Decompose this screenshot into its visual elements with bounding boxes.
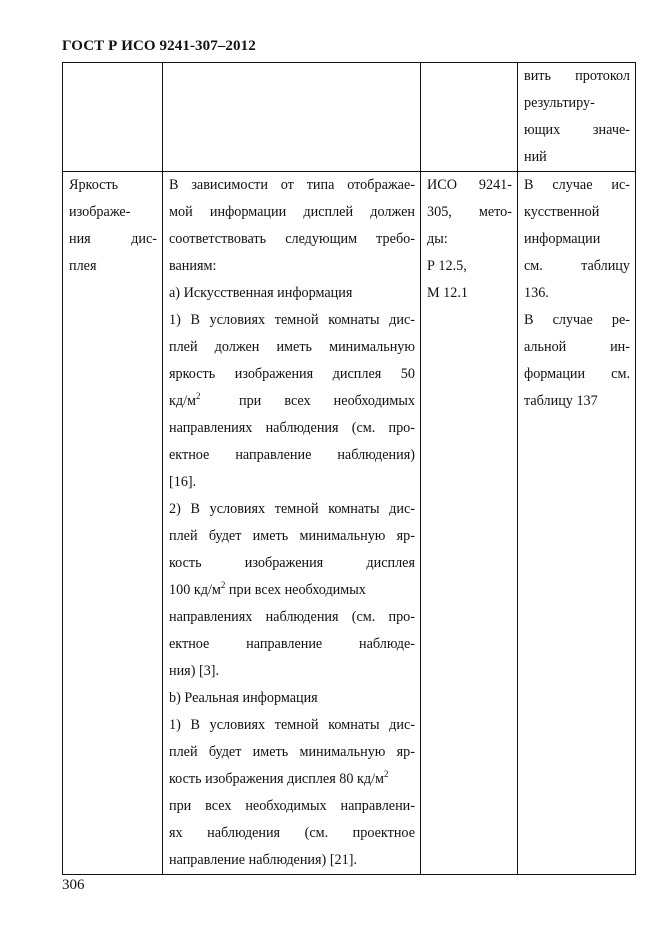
- text-line: a) Искусственная информация: [169, 285, 353, 301]
- text-line: 305, мето-: [427, 204, 512, 220]
- text-line: 136.: [524, 285, 549, 301]
- text-line: ний: [524, 149, 547, 165]
- text-line: плей будет иметь минимальную яр-: [169, 528, 415, 544]
- text-line-with-unit: [169, 577, 415, 604]
- text-line: см. таблицу: [524, 258, 630, 274]
- text-line: Яркость: [69, 177, 119, 193]
- text-line: направлениях наблюдения (см. про-: [169, 420, 415, 436]
- text-line: ния) [3].: [169, 663, 220, 679]
- text-line: ды:: [427, 231, 448, 247]
- text-line: ектное направление наблюде-: [169, 636, 415, 652]
- text-line-with-unit: [169, 388, 415, 415]
- text-line-with-unit: [169, 766, 415, 793]
- text-line: ектное направление наблюдения): [169, 447, 415, 463]
- table-row-continued: [63, 63, 636, 172]
- text-line: В случае ре-: [524, 312, 630, 328]
- text-line: плей должен иметь минимальную: [169, 339, 415, 355]
- text-line: В случае ис-: [524, 177, 630, 193]
- text-line: вить протокол: [524, 68, 630, 84]
- text-line: плея: [69, 258, 97, 274]
- text-line: Р 12.5,: [427, 258, 467, 274]
- unit-text: кость изображения дисплея 80 кд/м: [169, 771, 385, 787]
- text-line: кусственной: [524, 204, 600, 220]
- text-line: мой информации дисплей должен: [169, 204, 415, 220]
- text-line: ющих значе-: [524, 122, 630, 138]
- text-line: информации: [524, 231, 601, 247]
- unit-superscript: 2: [220, 580, 226, 590]
- text-line: b) Реальная информация: [169, 690, 318, 706]
- text-line: М 12.1: [427, 285, 468, 301]
- text-line: изображе-: [69, 204, 131, 220]
- text-line: 1) В условиях темной комнаты дис-: [169, 717, 415, 733]
- text-line: [16].: [169, 474, 197, 490]
- table-row-display-luminance: [63, 172, 636, 875]
- cell-attribute: [63, 172, 163, 875]
- text-line: таблицу 137: [524, 393, 598, 409]
- cell-requirement: [163, 172, 421, 875]
- text-line: В зависимости от типа отображае-: [169, 177, 415, 193]
- text-line: 1) В условиях темной комнаты дис-: [169, 312, 415, 328]
- document-header: ГОСТ Р ИСО 9241-307–2012: [62, 38, 256, 54]
- requirements-table: [62, 62, 636, 875]
- text-line: ях наблюдения (см. проектное: [169, 825, 415, 841]
- unit-text: 100 кд/м: [169, 582, 221, 598]
- text-line: результиру-: [524, 95, 595, 111]
- cell-attribute-empty: [63, 63, 163, 172]
- text-line: при всех необходимых направлени-: [169, 798, 415, 814]
- text-line: яркость изображения дисплея 50: [169, 366, 415, 382]
- text-line: кость изображения дисплея: [169, 555, 415, 571]
- text-line: направление наблюдения) [21].: [169, 852, 357, 868]
- text-line: формации см.: [524, 366, 630, 382]
- text-fragment: при всех необходимых: [239, 393, 415, 409]
- text-line: направлениях наблюдения (см. про-: [169, 609, 415, 625]
- text-line: соответствовать следующим требо-: [169, 231, 415, 247]
- page-number: 306: [62, 877, 85, 893]
- cell-reference: [421, 172, 518, 875]
- text-fragment: при всех необходимых: [228, 582, 366, 598]
- text-line: альной ин-: [524, 339, 630, 355]
- text-line: ния дис-: [69, 231, 157, 247]
- unit-superscript: 2: [196, 391, 201, 401]
- cell-requirement-empty: [163, 63, 421, 172]
- unit-text: кд/м: [169, 393, 197, 409]
- cell-reference-empty: [421, 63, 518, 172]
- text-line: ИСО 9241-: [427, 177, 512, 193]
- text-line: плей будет иметь минимальную яр-: [169, 744, 415, 760]
- text-line: 2) В условиях темной комнаты дис-: [169, 501, 415, 517]
- cell-notes-continued: [518, 63, 636, 172]
- cell-notes: [518, 172, 636, 875]
- text-line: ваниям:: [169, 258, 217, 274]
- unit-superscript: 2: [384, 769, 389, 779]
